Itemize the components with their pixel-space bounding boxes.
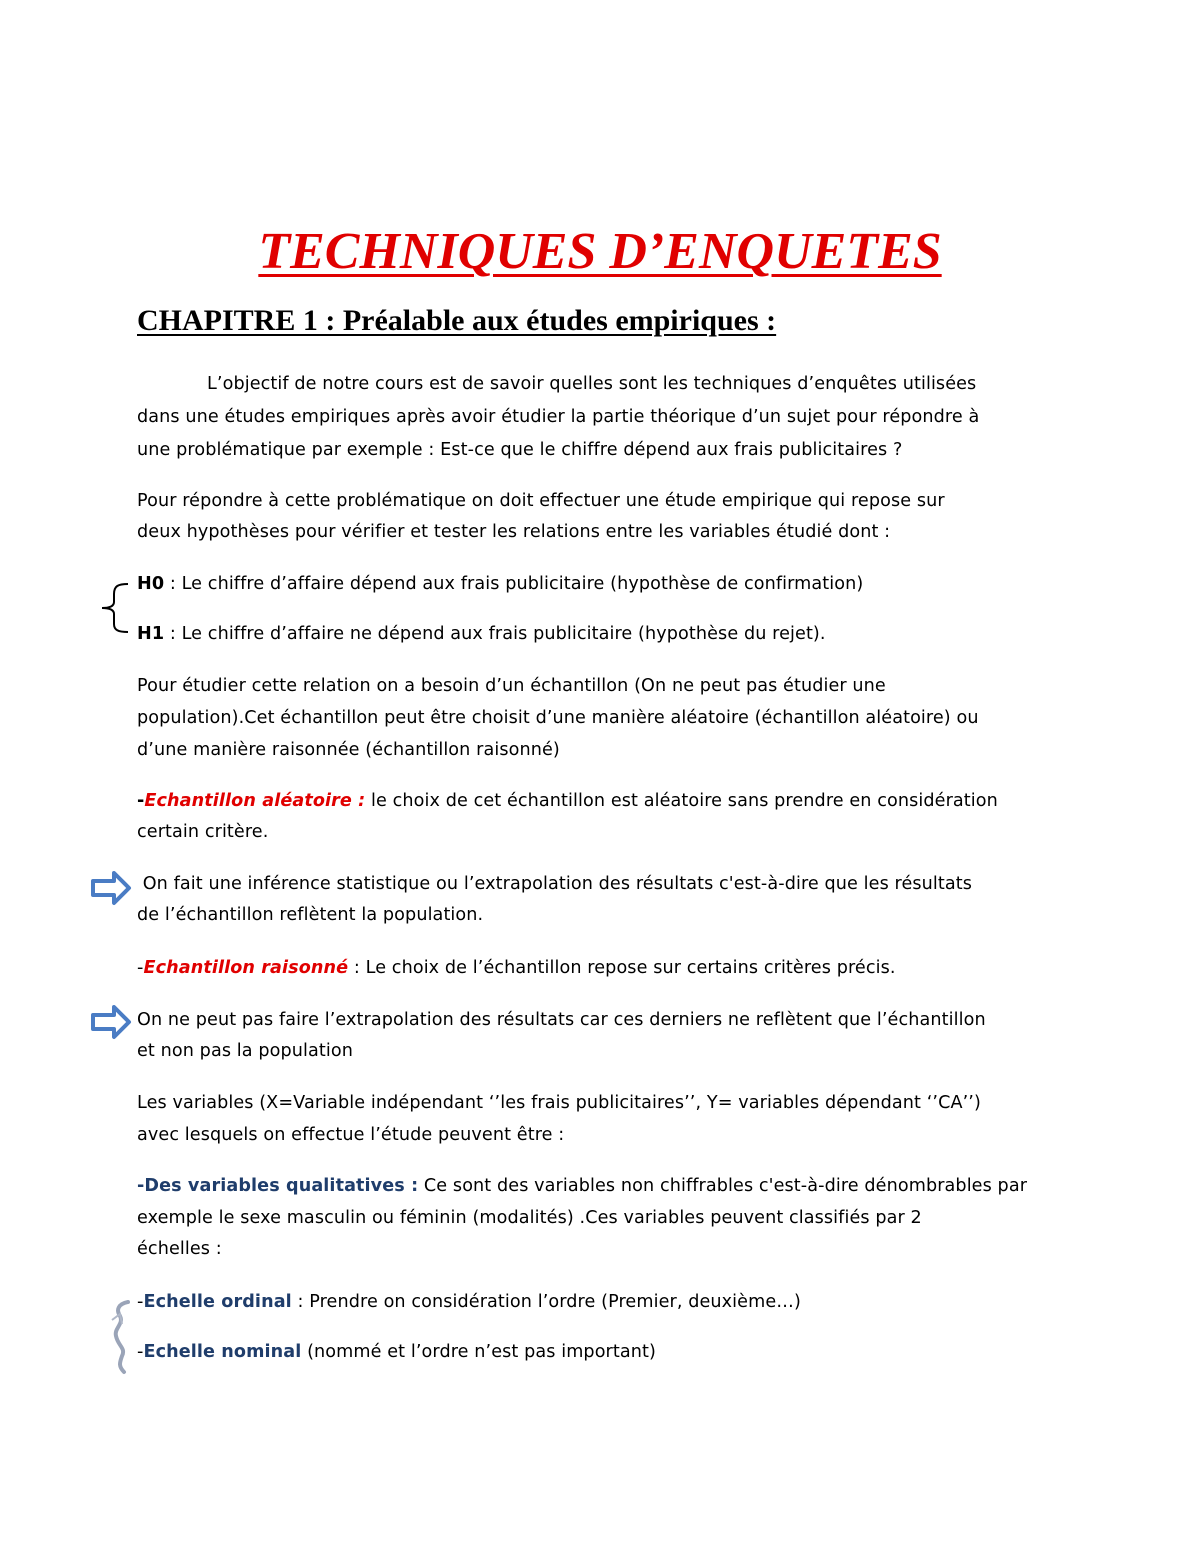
nominal-dash: - <box>137 1342 144 1362</box>
qualitatives-term: -Des variables qualitatives : <box>137 1176 419 1196</box>
aleatoire-term: Echantillon aléatoire : <box>144 791 366 811</box>
para2-line-1: Pour répondre à cette problématique on doit effectuer une étude empirique qui repose sur <box>137 491 945 511</box>
raisonne-line <box>137 952 896 984</box>
curved-bracket-icon <box>106 1296 136 1376</box>
nominal-text: (nommé et l’ordre n’est pas important) <box>301 1342 656 1362</box>
aleatoire-line-2: certain critère. <box>137 822 269 842</box>
hypothesis-h1 <box>137 618 826 650</box>
nominal-line <box>137 1336 656 1368</box>
raisonne-term: Echantillon raisonné <box>143 958 349 978</box>
chapter-heading: CHAPITRE 1 : Préalable aux études empiriques : <box>137 304 777 337</box>
ordinal-term: Echelle ordinal <box>143 1292 292 1312</box>
para3-line-2: population).Cet échantillon peut être choisit d’une manière aléatoire (échantillon aléatoire) ou <box>137 708 979 728</box>
right-arrow-icon <box>90 1004 132 1040</box>
h0-text: : Le chiffre d’affaire dépend aux frais publicitaire (hypothèse de confirmation) <box>164 574 864 594</box>
ordinal-line <box>137 1286 801 1318</box>
hypothesis-h0 <box>137 568 863 600</box>
intro-line-3: une problématique par exemple : Est-ce que le chiffre dépend aux frais publicitaires ? <box>137 440 903 460</box>
h1-label: H1 <box>137 624 165 644</box>
ordinal-dash: - <box>137 1292 144 1312</box>
qualitatives-line-2: exemple le sexe masculin ou féminin (modalités) .Ces variables peuvent classifiés par 2 <box>137 1208 922 1228</box>
raisonne-dash: - <box>137 958 144 978</box>
extrapolation-line-2: et non pas la population <box>137 1041 353 1061</box>
h1-text: : Le chiffre d’affaire ne dépend aux frais publicitaire (hypothèse du rejet). <box>164 624 826 644</box>
intro-line-1: L’objectif de notre cours est de savoir quelles sont les techniques d’enquêtes utilisées <box>207 374 977 394</box>
intro-line-2: dans une études empiriques après avoir étudier la partie théorique d’un sujet pour répondre à <box>137 407 980 427</box>
para2-line-2: deux hypothèses pour vérifier et tester les relations entre les variables étudié dont : <box>137 522 891 542</box>
nominal-term: Echelle nominal <box>143 1342 302 1362</box>
brace-icon <box>92 578 132 638</box>
variables-line-2: avec lesquels on effectue l’étude peuvent être : <box>137 1125 565 1145</box>
right-arrow-icon <box>90 870 132 906</box>
qualitatives-text: Ce sont des variables non chiffrables c'est-à-dire dénombrables par <box>418 1176 1028 1196</box>
document-title: TECHNIQUES D’ENQUETES <box>258 223 942 280</box>
para3-line-1: Pour étudier cette relation on a besoin d’un échantillon (On ne peut pas étudier une <box>137 676 886 696</box>
para3-line-3: d’une manière raisonnée (échantillon raisonné) <box>137 740 560 760</box>
aleatoire-dash: - <box>137 791 145 811</box>
qualitatives-line-3: échelles : <box>137 1239 222 1259</box>
qualitatives-line-1 <box>137 1170 1027 1202</box>
raisonne-text: : Le choix de l’échantillon repose sur certains critères précis. <box>348 958 896 978</box>
inference-line-1: On fait une inférence statistique ou l’extrapolation des résultats c'est-à-dire que les résultats <box>137 874 973 894</box>
h0-label: H0 <box>137 574 165 594</box>
variables-line-1: Les variables (X=Variable indépendant ‘’les frais publicitaires’’, Y= variables dépendant ‘’CA’’) <box>137 1093 981 1113</box>
ordinal-text: : Prendre on considération l’ordre (Premier, deuxième…) <box>291 1292 801 1312</box>
inference-line-2: de l’échantillon reflètent la population. <box>137 905 484 925</box>
aleatoire-text: le choix de cet échantillon est aléatoire sans prendre en considération <box>365 791 998 811</box>
aleatoire-line-1 <box>137 785 998 817</box>
extrapolation-line-1: On ne peut pas faire l’extrapolation des résultats car ces derniers ne reflètent que l’échantillon <box>137 1010 986 1030</box>
